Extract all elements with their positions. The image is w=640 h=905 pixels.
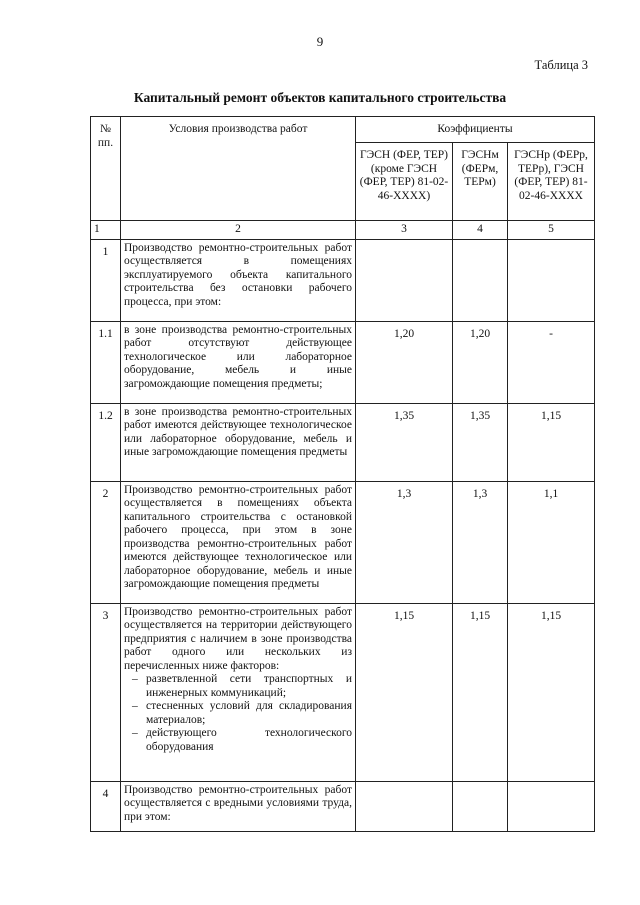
row-conditions-text: Производство ремонтно-строительных работ осуществляется на территории действующего предприятия с наличием в зоне производства работ одного или нескольких из перечисленных ниже факторов: [124,605,352,672]
coef-gesn [356,781,453,831]
coef-gesnr: - [508,321,595,403]
page-number: 9 [316,34,324,49]
header-num: № пп. [91,117,121,221]
coef-gesnm [453,781,508,831]
coef-gesnr [508,239,595,321]
document-title: Капитальный ремонт объектов капитального строительства [133,90,507,105]
coef-gesnm: 1,3 [453,481,508,603]
factor-item: – действующего технологического оборудования [124,727,352,754]
factor-list [124,673,352,754]
table-label: Таблица 3 [534,58,588,72]
coef-gesnm: 1,20 [453,321,508,403]
coef-gesnr [508,781,595,831]
row-number: 1.2 [91,403,121,481]
table-row [91,403,595,481]
row-conditions [121,603,356,781]
index-cell: 5 [508,221,595,240]
coef-gesn: 1,35 [356,403,453,481]
row-conditions: Производство ремонтно-строительных работ осуществляется в помещениях объекта капитального строительства с остановкой рабочего процесса, при этом в зоне производства ремонтно-строительных работ имеются действующее технологическое или лабораторное оборудование, мебель и иные загромождающие помещения предметы [121,481,356,603]
coef-gesnr: 1,1 [508,481,595,603]
row-number: 1.1 [91,321,121,403]
index-row [91,221,595,240]
header-gesnm: ГЭСНм (ФЕРм, ТЕРм) [453,143,508,221]
row-number: 2 [91,481,121,603]
header-gesn: ГЭСН (ФЕР, ТЕР) (кроме ГЭСН (ФЕР, ТЕР) 81-02-46-XXXX) [356,143,453,221]
header-gesnr: ГЭСНр (ФЕРр, ТЕРр), ГЭСН (ФЕР, ТЕР) 81-02-46-XXXX [508,143,595,221]
table-row [91,603,595,781]
index-cell: 1 [91,221,121,240]
row-number: 4 [91,781,121,831]
table-row [91,239,595,321]
row-number: 1 [91,239,121,321]
factor-item: – разветвленной сети транспортных и инженерных коммуникаций; [124,673,352,700]
row-conditions: в зоне производства ремонтно-строительных работ отсутствуют действующее технологическое или лабораторное оборудование, мебель и иные загромождающие помещения предметы; [121,321,356,403]
header-coefficients: Коэффициенты [356,117,595,143]
row-conditions: Производство ремонтно-строительных работ осуществляется в помещениях эксплуатируемого объекта капитального строительства без остановки рабочего процесса, при этом: [121,239,356,321]
table-row [91,781,595,831]
factor-item: – стесненных условий для складирования материалов; [124,700,352,727]
coef-gesnm [453,239,508,321]
table-row [91,321,595,403]
table-header-row [91,117,595,143]
index-cell: 3 [356,221,453,240]
coef-gesn: 1,20 [356,321,453,403]
index-cell: 2 [121,221,356,240]
coef-gesnm: 1,35 [453,403,508,481]
coef-gesnm: 1,15 [453,603,508,781]
table-row [91,481,595,603]
header-conditions: Условия производства работ [121,117,356,221]
row-conditions: Производство ремонтно-строительных работ осуществляется с вредными условиями труда, при этом: [121,781,356,831]
coef-gesnr: 1,15 [508,603,595,781]
coefficients-table [90,116,595,832]
coef-gesn: 1,3 [356,481,453,603]
coef-gesnr: 1,15 [508,403,595,481]
row-conditions: в зоне производства ремонтно-строительных работ имеются действующее технологическое или лабораторное оборудование, мебель и иные загромождающие помещения предметы [121,403,356,481]
coef-gesn: 1,15 [356,603,453,781]
coef-gesn [356,239,453,321]
row-number: 3 [91,603,121,781]
index-cell: 4 [453,221,508,240]
